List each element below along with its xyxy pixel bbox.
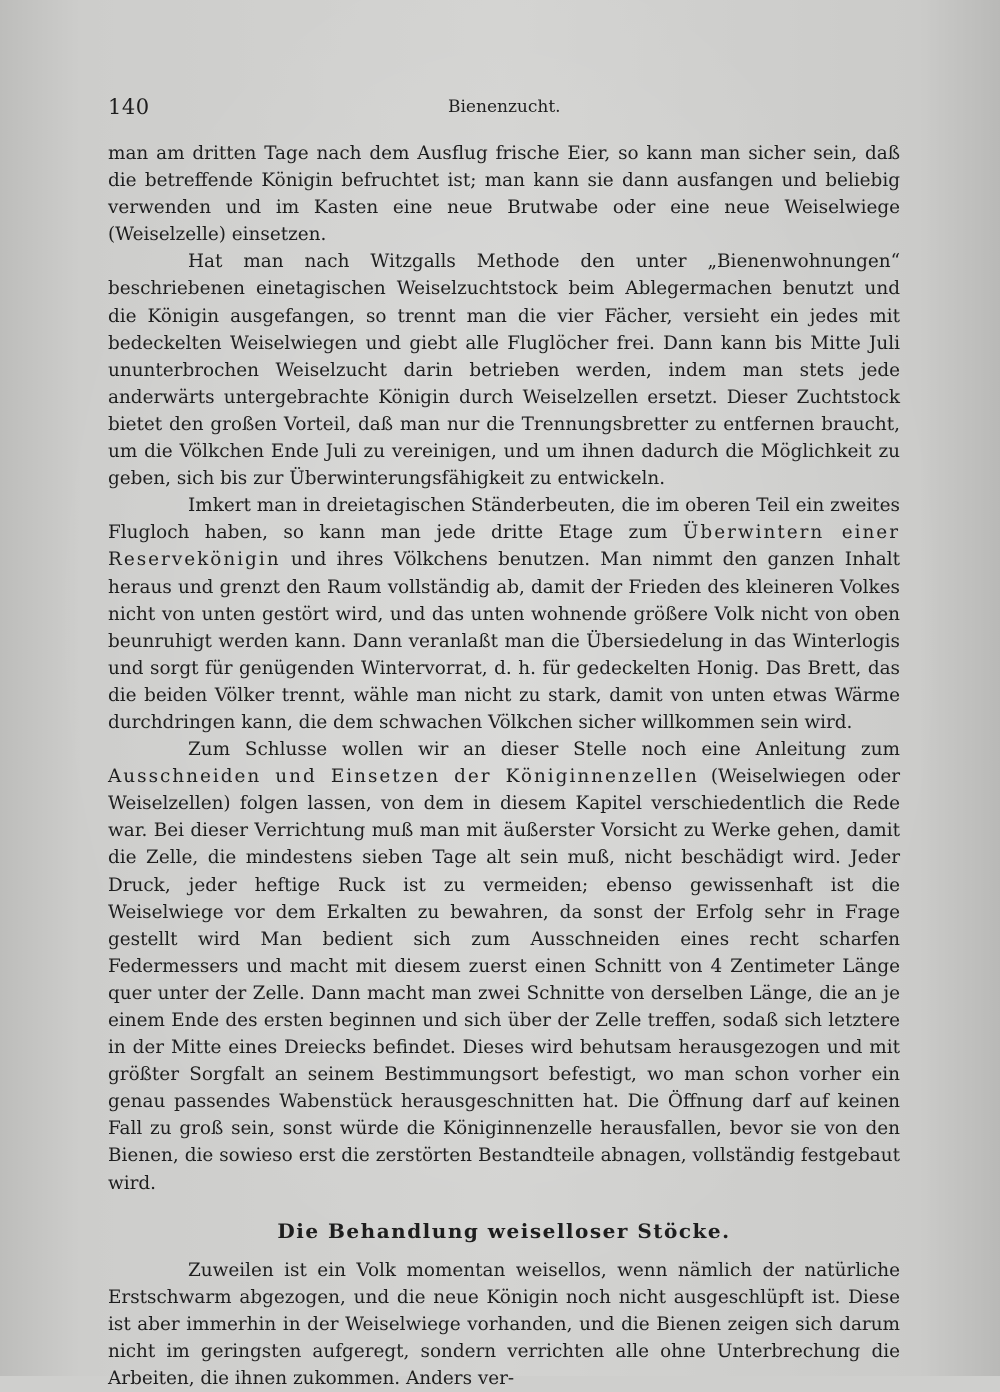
page-number: 140 xyxy=(108,95,150,119)
paragraph-queenless-colonies: Zuweilen ist ein Volk momentan weisellos, wenn nämlich der natürliche Erstschwarm abgezogen, und die neue Königin noch nicht ausgeschlüpft ist. Diese ist aber immerhin in der Weiselwiege vorhanden, und die Bienen zeigen sich darum nicht im geringsten aufgeregt, sondern verrichten alle ohne Unterbrechung die Arbeiten, die ihnen zukommen. Anders ver- xyxy=(108,1259,900,1390)
page-header xyxy=(108,95,900,125)
section-heading: Die Behandlung weiselloser Stöcke. xyxy=(277,1218,731,1243)
emphasized-phrase: Ausschneiden und Einsetzen der Königinnenzellen xyxy=(108,766,699,788)
paragraph-reserve-queen xyxy=(108,492,900,736)
running-title: Bienenzucht. xyxy=(448,97,561,117)
paragraph-text: (Weiselwiegen oder Weiselzellen) folgen lassen, von dem in diesem Kapitel verschiedentlich die Rede war. Bei dieser Verrichtung muß man mit äußerster Vorsicht zu Werke gehen, damit die Zelle, die mindestens sieben Tage alt sein muß, nicht beschädigt wird. Jeder Druck, jeder heftige Ruck ist zu vermeiden; ebenso gewissenhaft ist die Weiselwiege vor dem Erkalten zu bewahren, da sonst der Erfolg sehr in Frage gestellt wird Man bedient sich zum Ausschneiden eines recht scharfen Federmessers und macht mit diesem zuerst einen Schnitt von 4 Zentimeter Länge quer unter der Zelle. Dann macht man zwei Schnitte von derselben Länge, die an je einem Ende des ersten beginnen und sich über der Zelle treffen, sodaß sich letztere in der Mitte eines Dreiecks befindet. Dieses wird behutsam herausgezogen und mit größter Sorgfalt an seinem Bestimmungsort befestigt, wo man schon vorher ein genau passendes Wabenstück herausgeschnitten hat. Die Öffnung darf auf keinen Fall zu groß sein, sonst würde die Königinnenzelle herausfallen, bevor sie von den Bienen, die sowieso erst die zerstörten Bestandteile abnagen, vollständig festgebaut wird. xyxy=(108,766,900,1194)
emphasized-phrase: Überwintern einer Reservekönigin xyxy=(108,522,900,571)
paragraph-queen-cells xyxy=(108,736,900,1197)
paragraph-text: Zum Schlusse wollen wir an dieser Stelle noch eine Anleitung zum xyxy=(188,739,900,761)
paragraph-text: Imkert man in dreietagischen Ständerbeuten, die im oberen Teil ein zweites Flugloch haben, so kann man jede dritte Etage zum xyxy=(108,495,900,544)
page-content xyxy=(108,140,900,1392)
paragraph-text: und ihres Völkchens benutzen. Man nimmt den ganzen Inhalt heraus und grenzt den Raum vollständig ab, damit der Frieden des kleineren Volkes nicht von unten gestört wird, und das unten wohnende größere Volk nicht von oben beunruhigt werden kann. Dann veranlaßt man die Übersiedelung in das Winterlogis und sorgt für genügenden Wintervorrat, d. h. für gedeckelten Honig. Das Brett, das die beiden Völker trennt, wähle man nicht zu stark, damit von unten etwas Wärme durchdringen kann, die dem schwachen Völkchen sicher willkommen sein wird. xyxy=(108,549,900,733)
paragraph-continued: man am dritten Tage nach dem Ausflug frische Eier, so kann man sicher sein, daß die betreffende Königin befruchtet ist; man kann sie dann ausfangen und beliebig verwenden und im Kasten eine neue Brutwabe oder eine neue Weiselwiege (Weiselzelle) einsetzen. xyxy=(108,143,900,246)
paragraph-witzgall-method: Hat man nach Witzgalls Methode den unter „Bienenwohnungen“ beschriebenen einetagischen Weiselzuchtstock beim Ablegermachen benutzt und die Königin ausgefangen, so trennt man die vier Fächer, versieht ein jedes mit bedeckelten Weiselwiegen und giebt alle Fluglöcher frei. Dann kann bis Mitte Juli ununterbrochen Weiselzucht darin betrieben werden, indem man stets jede anderwärts untergebrachte Königin durch Weiselzellen ersetzt. Dieser Zuchtstock bietet den großen Vorteil, daß man nur die Trennungsbretter zu entfernen braucht, um die Völkchen Ende Juli zu vereinigen, und um ihnen dadurch die Möglichkeit zu geben, sich bis zur Überwinterungsfähigkeit zu entwickeln. xyxy=(108,251,900,490)
